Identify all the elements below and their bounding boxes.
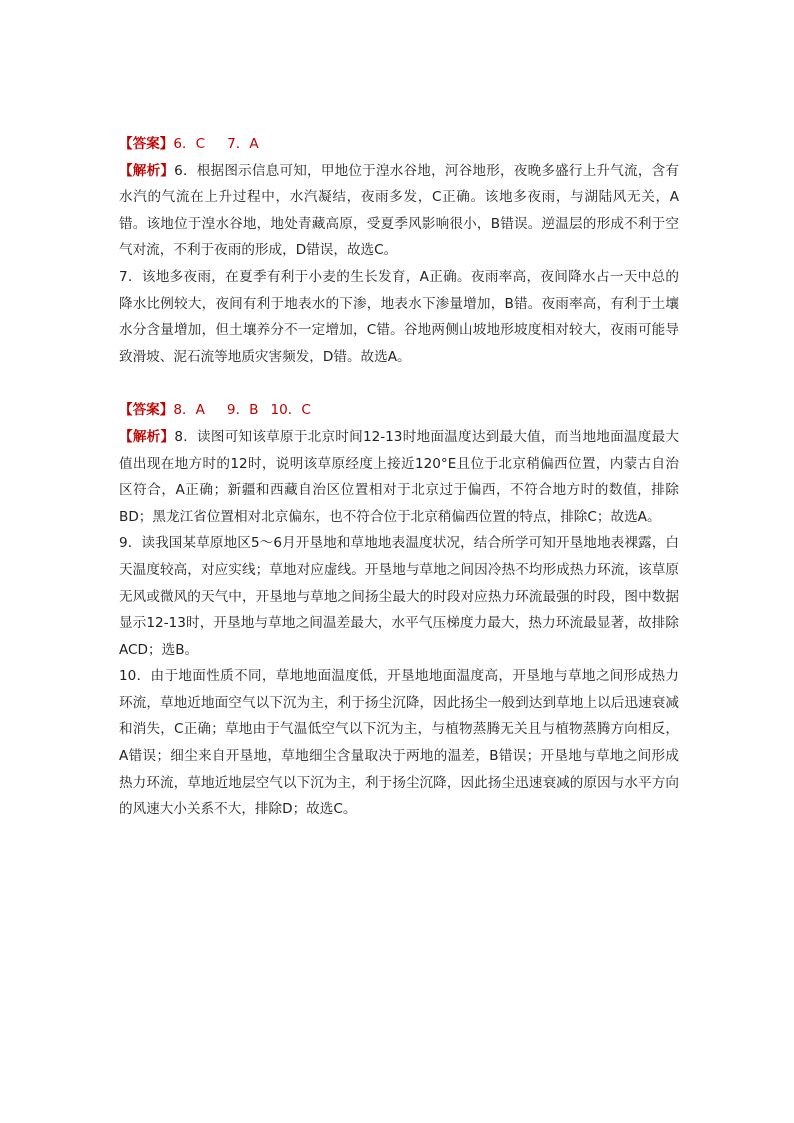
answer-item: 10．C	[270, 402, 311, 419]
analysis-text: 10．由于地面性质不同，草地地面温度低，开垦地地面温度高，开垦地与草地之间形成热力环流，草地近地面空气以下沉为主，利于扬尘沉降，因此扬尘一般到达到草地上以后迅速衰减和消失，C正确；草地由于气温低空气以下沉为主，与植物蒸腾无关且与植物蒸腾方向相反，A错误；细尘来自开垦地，草地细尘含量取决于两地的温差，B错误；开垦地与草地之间形成热力环流，草地近地层空气以下沉为主，利于扬尘沉降，因此扬尘迅速衰减的原因与水平方向的风速大小关系不大，排除D；故选C。	[119, 668, 679, 818]
answer-label: 【答案】	[119, 136, 174, 152]
analysis-text: 读图可知该草原于北京时间12-13时地面温度达到最大值，而当地地面温度最大值出现在地方时的12时，说明该草原经度上接近120°E且位于北京稍偏西位置，内蒙古自治区符合，A正确；新疆和西藏自治区位置相对于北京过于偏西，不符合地方时的数值，排除BD；黑龙江省位置相对北京偏东，也不符合位于北京稍偏西位置的特点，排除C；故选A。	[119, 428, 680, 525]
answer-document	[119, 131, 679, 823]
answer-label: 【答案】	[119, 402, 174, 419]
analysis-paragraph	[119, 663, 679, 823]
analysis-text: 7．该地多夜雨，在夏季有利于小麦的生长发育，A正确。夜雨率高，夜间降水占一天中总的降水比例较大，夜间有利于地表水的下渗，地表水下渗量增加，B错。夜雨率高，有利于土壤水分含量增加，但土壤养分不一定增加，C错。谷地两侧山坡地形坡度相对较大，夜雨可能导致滑坡、泥石流等地质灾害频发，D错。故选A。	[119, 268, 679, 365]
answer-line	[119, 131, 679, 158]
analysis-paragraph	[119, 424, 679, 530]
analysis-label: 【解析】	[119, 428, 175, 445]
analysis-paragraph	[119, 264, 679, 370]
analysis-label: 【解析】	[119, 162, 175, 179]
answer-item: 8．A	[173, 402, 205, 419]
analysis-text: 根据图示信息可知，甲地位于湟水谷地，河谷地形，夜晚多盛行上升气流，含有水汽的气流在上升过程中，水汽凝结，夜雨多发，C正确。该地多夜雨，与湖陆风无关，A错。该地位于湟水谷地，地处青藏高原，受夏季风影响很小，B错误。逆温层的形成不利于空气对流，不利于夜雨的形成，D错误，故选C。	[119, 162, 679, 259]
analysis-paragraph	[119, 530, 679, 663]
answer-line	[119, 397, 679, 424]
answer-item: 9．B	[226, 402, 259, 419]
question-number: 8．	[174, 428, 198, 445]
section-q8-q10	[119, 397, 679, 823]
analysis-paragraph	[119, 158, 679, 264]
question-number: 6．	[174, 162, 197, 179]
answer-item: 6．C	[173, 136, 206, 152]
section-q6-q7	[119, 131, 679, 370]
analysis-text: 9．读我国某草原地区5～6月开垦地和草地地表温度状况，结合所学可知开垦地地表裸露，白天温度较高，对应实线；草地对应虚线。开垦地与草地之间因冷热不均形成热力环流，该草原无风或微风的天气中，开垦地与草地之间扬尘最大的时段对应热力环流最强的时段，图中数据显示12-13时，开垦地与草地之间温差最大，水平气压梯度力最大，热力环流最显著，故排除ACD；选B。	[119, 535, 679, 658]
answer-item: 7．A	[227, 136, 259, 152]
